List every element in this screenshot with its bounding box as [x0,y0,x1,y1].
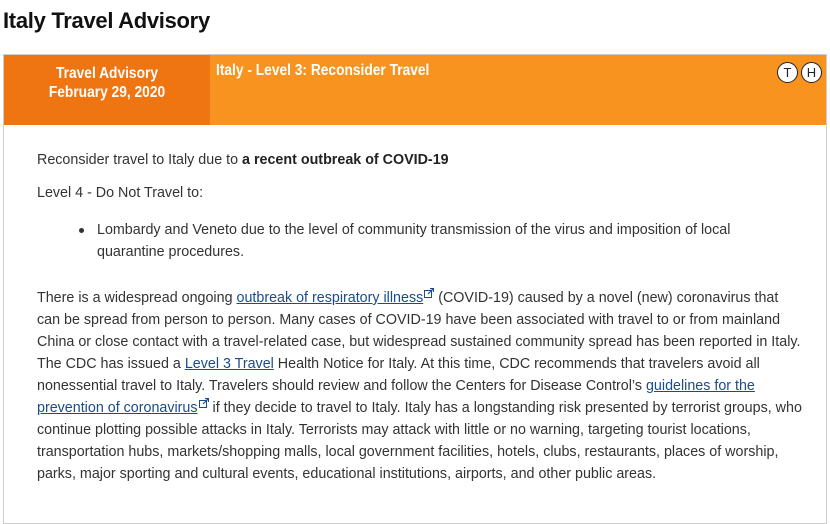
advisory-label: Travel Advisory [56,65,158,82]
advisory-level: Italy - Level 3: Reconsider Travel [216,62,430,79]
paragraph-text: Health Notice for Italy. At this time, CDC recommends that travelers avoid all nonessential travel to Italy. Travelers should review and follow the Centers for Disease Control’s [37,356,760,394]
list-item-text: Lombardy and Veneto due to the level of community transmission of the virus and imposition of local quarantine procedures. [97,222,731,260]
advisory-date: February 29, 2020 [48,84,166,101]
paragraph-text: if they decide to travel to Italy. Italy has a longstanding risk presented by terrorist groups, who continue plotting possible attacks in Italy. Terrorists may attack with little or no warning, targeting tourist locations, transportation hubs, markets/shopping malls, local government facilities, hotels, clubs, restaurants, places of worship, parks, major sporting and cultural events, educational institutions, airports, and other public areas. [37,400,802,482]
advisory-date-cell [4,55,210,125]
intro-bold-text: a recent outbreak of COVID-19 [242,152,449,168]
do-not-travel-list [37,219,757,263]
cdc-guidelines-link[interactable]: guidelines for the prevention of coronavirus [37,378,755,416]
external-link-icon[interactable] [199,398,209,408]
paragraph-text: (COVID-19) caused by a novel (new) coronavirus that can be spread from person to person. Many cases of COVID-19 have been associated with travel to or from mainland China or close contact with a travel-related case, but widespread sustained community spread has been reported in Italy. The CDC has issued a [37,290,801,372]
advisory-banner [4,55,826,125]
intro-paragraph [37,149,449,171]
paragraph-text: There is a widespread ongoing [37,290,237,306]
terrorism-indicator-icon[interactable]: T [777,62,798,83]
list-item [37,219,757,263]
intro-text: Reconsider travel to Italy due to [37,152,243,168]
outbreak-link[interactable]: outbreak of respiratory illness [236,290,424,306]
advisory-box [3,54,827,524]
details-paragraph [37,287,805,485]
level3-travel-link[interactable]: Level 3 Travel [184,356,274,372]
external-link-icon[interactable] [424,288,434,298]
bullet-icon [79,228,84,233]
health-indicator-icon[interactable]: H [801,62,822,83]
level4-heading: Level 4 - Do Not Travel to: [37,185,204,201]
page-title: Italy Travel Advisory [3,8,210,33]
